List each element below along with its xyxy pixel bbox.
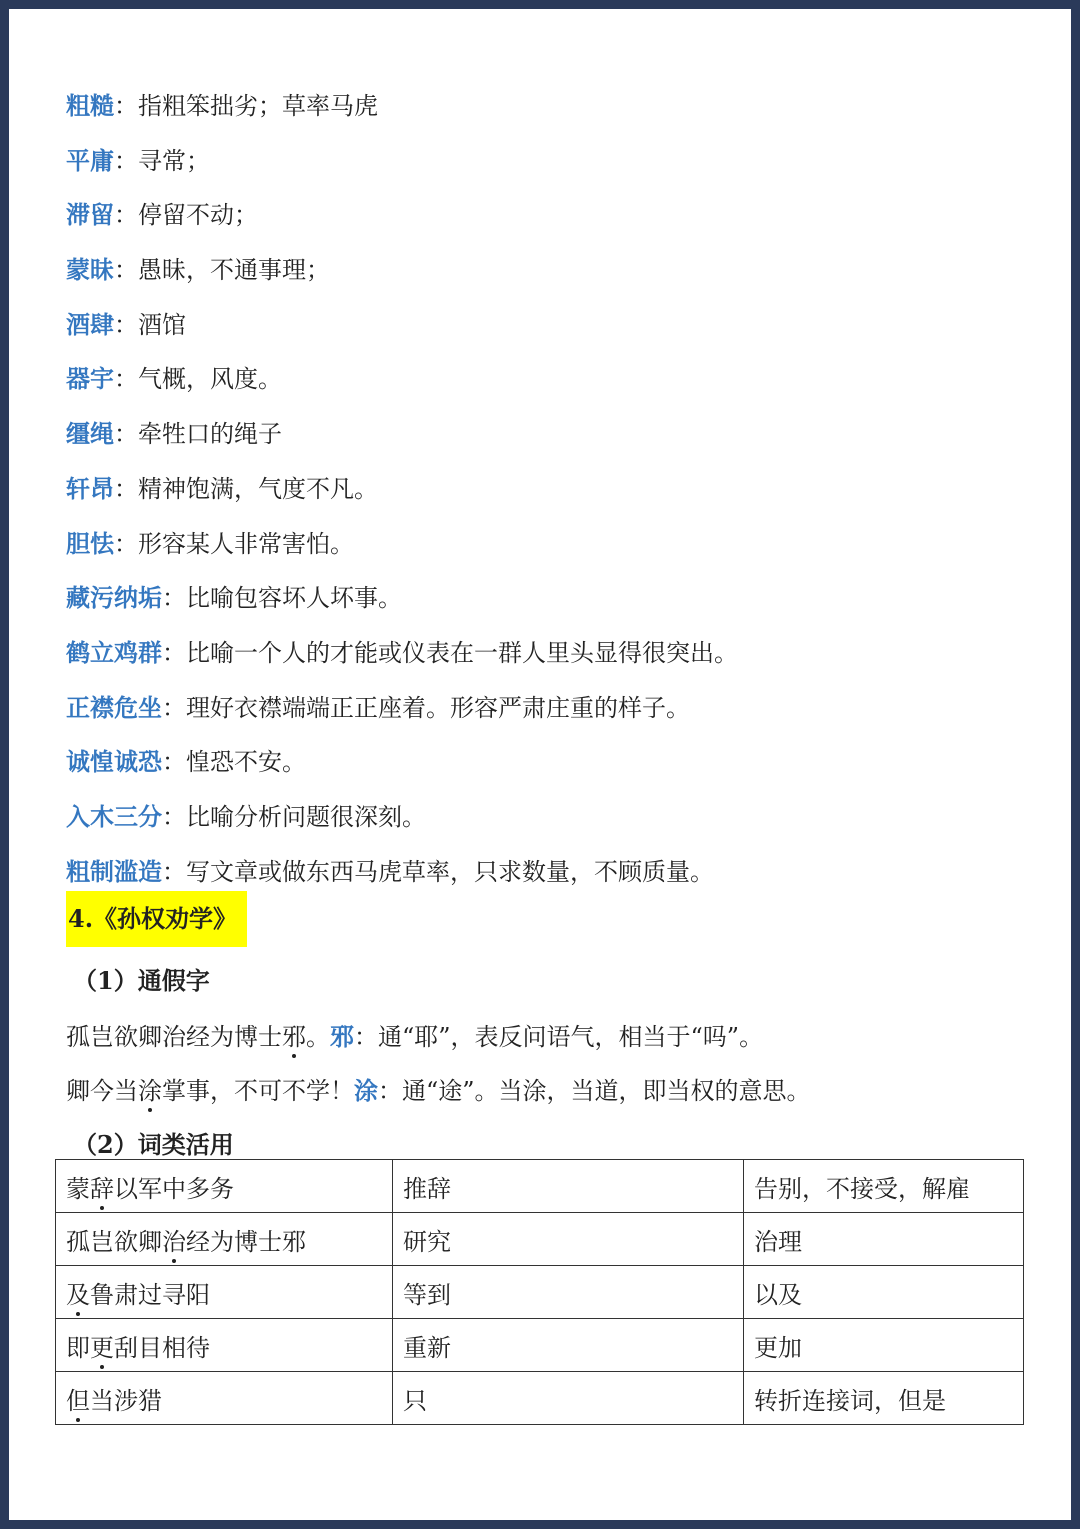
dotted-character: 邪 [282,1023,306,1051]
meaning-cell: 重新 [393,1319,744,1372]
glossary-term: 正襟危坐 [66,692,162,722]
sentence-text: 当涉猎 [90,1386,162,1415]
meaning-cell: 推辞 [393,1160,744,1213]
sentence-cell [56,1372,393,1425]
sentence-text: 孤岂欲卿 [66,1227,162,1256]
glossary-definition: 指粗笨拙劣；草率马虎 [138,92,378,120]
sentence-cell [56,1160,393,1213]
explanation-text: 通“耶”，表反问语气，相当于“吗”。 [378,1023,764,1051]
glossary-term: 入木三分 [66,801,162,831]
document-page [9,9,1071,1520]
glossary-definition: 酒馆 [138,310,186,339]
glossary-term: 诚惶诚恐 [66,747,162,777]
glossary-sep: ： [114,146,138,175]
glossary-definition: 比喻一个人的才能或仪表在一群人里头显得很突出。 [186,638,738,667]
key-character: 邪 [330,1022,354,1051]
glossary-item [66,407,1056,462]
usage-cell: 转折连接词，但是 [744,1372,1024,1425]
glossary-item [66,626,1056,681]
glossary-item [66,134,1056,189]
glossary-item [66,462,1056,517]
glossary-sep: ： [162,693,186,722]
sentence-text: 以军中多务 [114,1174,234,1203]
explain-sep: ： [378,1077,402,1105]
glossary-term: 藏污纳垢 [66,583,162,613]
subheading-cileihuoyong: （2）词类活用 [73,1130,234,1159]
glossary-term: 蒙昧 [66,255,114,285]
glossary-item [66,571,1056,626]
usage-cell: 治理 [744,1213,1024,1266]
glossary-item [66,735,1056,790]
usage-cell: 告别，不接受，解雇 [744,1160,1024,1213]
glossary-definition: 比喻包容坏人坏事。 [186,584,402,613]
dotted-character: 治 [162,1227,186,1256]
glossary-sep: ： [114,474,138,503]
glossary-sep: ： [114,201,138,230]
glossary-definition: 停留不动； [138,201,258,230]
subheading-tongjiazi: （1）通假字 [73,966,210,995]
glossary-term: 平庸 [66,145,114,175]
glossary-sep: ： [114,256,138,285]
sentence-text: 刮目相待 [114,1333,210,1362]
glossary-item [66,790,1056,845]
meaning-cell: 研究 [393,1213,744,1266]
glossary-term: 轩昂 [66,473,114,503]
table-row [56,1372,1024,1425]
glossary-sep: ： [162,802,186,831]
glossary-sep: ： [114,365,138,394]
glossary-term: 酒肆 [66,309,114,339]
dotted-character: 及 [66,1280,90,1309]
sentence-text: 经为博士邪 [186,1227,306,1256]
glossary-definition: 惶恐不安。 [186,748,306,777]
word-usage-table [55,1159,1024,1425]
glossary-term: 粗制滥造 [66,856,162,886]
tongjia-example [66,1017,763,1052]
dotted-character: 涂 [138,1077,162,1105]
sentence-text: 孤岂欲卿治经为博士 [66,1023,282,1051]
glossary-term: 缰绳 [66,419,114,449]
table-row [56,1160,1024,1213]
glossary-definition: 形容某人非常害怕。 [138,529,354,558]
glossary-definition: 写文章或做东西马虎草率，只求数量，不顾质量。 [186,857,714,886]
glossary-sep: ： [114,92,138,120]
glossary-definition: 愚昧，不通事理； [138,256,330,285]
glossary-definition: 比喻分析问题很深刻。 [186,802,426,831]
glossary-sep: ： [162,584,186,613]
glossary-item [66,517,1056,572]
glossary-item [66,352,1056,407]
meaning-cell: 等到 [393,1266,744,1319]
sentence-text: 蒙 [66,1174,90,1203]
glossary-item [66,188,1056,243]
glossary-definition: 精神饱满，气度不凡。 [138,474,378,503]
tongjia-example [66,1071,811,1106]
meaning-cell: 只 [393,1372,744,1425]
table-row [56,1319,1024,1372]
sentence-text: 卿今当 [66,1077,138,1105]
usage-cell: 以及 [744,1266,1024,1319]
key-character: 涂 [354,1076,378,1105]
glossary-item [66,243,1056,298]
explanation-text: 通“途”。当涂，当道，即当权的意思。 [402,1077,811,1105]
dotted-character: 但 [66,1386,90,1415]
dotted-character: 更 [90,1333,114,1362]
table-row [56,1266,1024,1319]
usage-cell: 更加 [744,1319,1024,1372]
glossary-sep: ： [114,529,138,558]
glossary-definition: 理好衣襟端端正正座着。形容严肃庄重的样子。 [186,693,690,722]
sentence-text: 。 [306,1023,330,1051]
glossary-item [66,79,1056,134]
glossary-definition: 寻常； [138,146,210,175]
sentence-text: 即 [66,1333,90,1362]
sentence-cell [56,1213,393,1266]
glossary-term: 胆怯 [66,528,114,558]
sentence-cell [56,1319,393,1372]
table-row [56,1213,1024,1266]
sentence-text: 鲁肃过寻阳 [90,1280,210,1309]
glossary-term: 滞留 [66,200,114,230]
explain-sep: ： [354,1023,378,1051]
dotted-character: 辞 [90,1174,114,1203]
glossary-list [66,79,1056,899]
glossary-item [66,298,1056,353]
sentence-text: 掌事，不可不学！ [162,1077,354,1105]
glossary-term: 粗糙 [66,91,114,120]
section-heading: 4.《孙权劝学》 [66,891,247,947]
glossary-sep: ： [162,857,186,886]
glossary-definition: 牵牲口的绳子 [138,420,282,449]
glossary-sep: ： [114,310,138,339]
glossary-sep: ： [114,420,138,449]
glossary-item [66,681,1056,736]
glossary-sep: ： [162,748,186,777]
glossary-term: 器宇 [66,364,114,394]
glossary-sep: ： [162,638,186,667]
glossary-definition: 气概，风度。 [138,365,282,394]
sentence-cell [56,1266,393,1319]
glossary-term: 鹤立鸡群 [66,637,162,667]
